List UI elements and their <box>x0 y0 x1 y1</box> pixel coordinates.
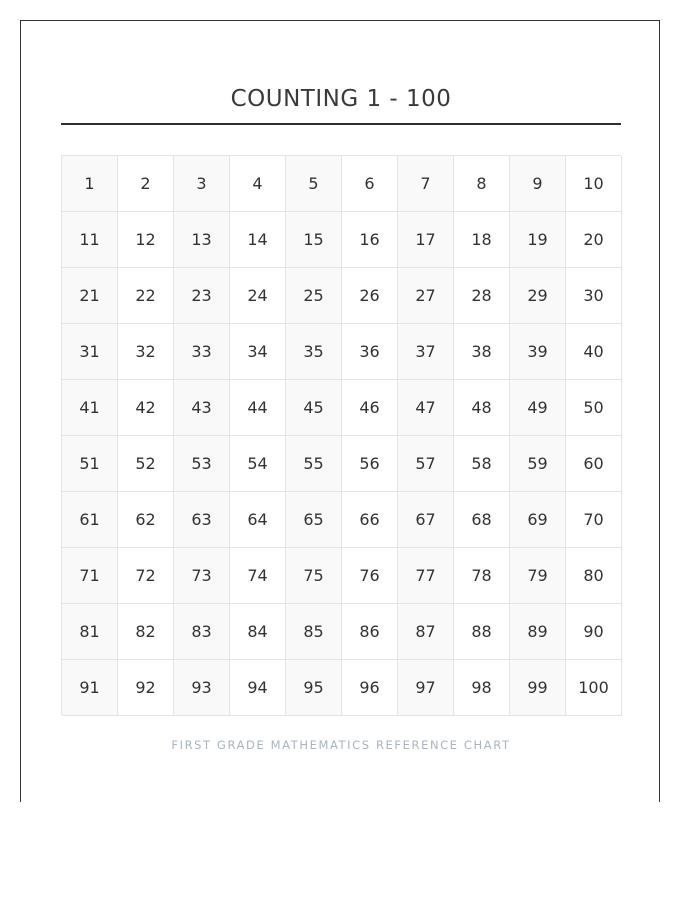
number-cell: 20 <box>566 212 622 268</box>
number-cell: 16 <box>342 212 398 268</box>
number-cell: 62 <box>118 492 174 548</box>
number-cell: 89 <box>510 604 566 660</box>
number-cell: 50 <box>566 380 622 436</box>
number-cell: 84 <box>230 604 286 660</box>
number-cell: 2 <box>118 156 174 212</box>
number-cell: 51 <box>62 436 118 492</box>
number-cell: 9 <box>510 156 566 212</box>
number-cell: 39 <box>510 324 566 380</box>
number-cell: 88 <box>454 604 510 660</box>
worksheet-page <box>20 20 660 802</box>
number-cell: 12 <box>118 212 174 268</box>
number-cell: 82 <box>118 604 174 660</box>
number-cell: 60 <box>566 436 622 492</box>
number-cell: 78 <box>454 548 510 604</box>
number-cell: 40 <box>566 324 622 380</box>
number-cell: 100 <box>566 660 622 716</box>
number-cell: 70 <box>566 492 622 548</box>
number-cell: 91 <box>62 660 118 716</box>
number-cell: 3 <box>174 156 230 212</box>
number-cell: 44 <box>230 380 286 436</box>
number-cell: 5 <box>286 156 342 212</box>
number-cell: 33 <box>174 324 230 380</box>
number-cell: 57 <box>398 436 454 492</box>
number-cell: 77 <box>398 548 454 604</box>
number-cell: 81 <box>62 604 118 660</box>
number-cell: 29 <box>510 268 566 324</box>
number-cell: 72 <box>118 548 174 604</box>
number-cell: 17 <box>398 212 454 268</box>
number-cell: 32 <box>118 324 174 380</box>
number-cell: 52 <box>118 436 174 492</box>
number-cell: 31 <box>62 324 118 380</box>
number-cell: 80 <box>566 548 622 604</box>
number-cell: 10 <box>566 156 622 212</box>
number-cell: 1 <box>62 156 118 212</box>
number-cell: 30 <box>566 268 622 324</box>
number-cell: 92 <box>118 660 174 716</box>
number-cell: 46 <box>342 380 398 436</box>
number-cell: 7 <box>398 156 454 212</box>
chart-footer-caption: FIRST GRADE MATHEMATICS REFERENCE CHART <box>171 738 511 752</box>
number-cell: 87 <box>398 604 454 660</box>
number-cell: 48 <box>454 380 510 436</box>
number-cell: 63 <box>174 492 230 548</box>
number-cell: 49 <box>510 380 566 436</box>
number-cell: 27 <box>398 268 454 324</box>
number-cell: 73 <box>174 548 230 604</box>
number-cell: 47 <box>398 380 454 436</box>
number-cell: 22 <box>118 268 174 324</box>
number-cell: 28 <box>454 268 510 324</box>
number-cell: 45 <box>286 380 342 436</box>
number-cell: 59 <box>510 436 566 492</box>
number-cell: 25 <box>286 268 342 324</box>
number-cell: 71 <box>62 548 118 604</box>
number-cell: 65 <box>286 492 342 548</box>
number-cell: 90 <box>566 604 622 660</box>
number-cell: 53 <box>174 436 230 492</box>
number-cell: 14 <box>230 212 286 268</box>
number-cell: 11 <box>62 212 118 268</box>
number-cell: 8 <box>454 156 510 212</box>
number-cell: 64 <box>230 492 286 548</box>
number-cell: 79 <box>510 548 566 604</box>
number-cell: 61 <box>62 492 118 548</box>
number-cell: 83 <box>174 604 230 660</box>
number-cell: 26 <box>342 268 398 324</box>
number-cell: 76 <box>342 548 398 604</box>
number-cell: 35 <box>286 324 342 380</box>
number-cell: 24 <box>230 268 286 324</box>
number-cell: 75 <box>286 548 342 604</box>
number-cell: 55 <box>286 436 342 492</box>
number-cell: 54 <box>230 436 286 492</box>
number-cell: 97 <box>398 660 454 716</box>
number-cell: 67 <box>398 492 454 548</box>
number-cell: 36 <box>342 324 398 380</box>
title-divider <box>61 123 621 125</box>
number-cell: 74 <box>230 548 286 604</box>
number-cell: 98 <box>454 660 510 716</box>
number-cell: 4 <box>230 156 286 212</box>
page-title: COUNTING 1 - 100 <box>230 86 452 112</box>
number-cell: 34 <box>230 324 286 380</box>
number-cell: 37 <box>398 324 454 380</box>
number-cell: 18 <box>454 212 510 268</box>
number-cell: 69 <box>510 492 566 548</box>
number-cell: 95 <box>286 660 342 716</box>
number-cell: 56 <box>342 436 398 492</box>
number-cell: 43 <box>174 380 230 436</box>
hundreds-chart-grid <box>61 155 621 715</box>
number-cell: 19 <box>510 212 566 268</box>
number-cell: 41 <box>62 380 118 436</box>
number-cell: 86 <box>342 604 398 660</box>
number-cell: 85 <box>286 604 342 660</box>
number-cell: 58 <box>454 436 510 492</box>
number-cell: 99 <box>510 660 566 716</box>
number-cell: 15 <box>286 212 342 268</box>
number-cell: 42 <box>118 380 174 436</box>
number-cell: 96 <box>342 660 398 716</box>
number-cell: 6 <box>342 156 398 212</box>
number-cell: 93 <box>174 660 230 716</box>
number-cell: 13 <box>174 212 230 268</box>
number-cell: 66 <box>342 492 398 548</box>
number-cell: 68 <box>454 492 510 548</box>
number-cell: 94 <box>230 660 286 716</box>
number-cell: 38 <box>454 324 510 380</box>
number-cell: 21 <box>62 268 118 324</box>
number-cell: 23 <box>174 268 230 324</box>
